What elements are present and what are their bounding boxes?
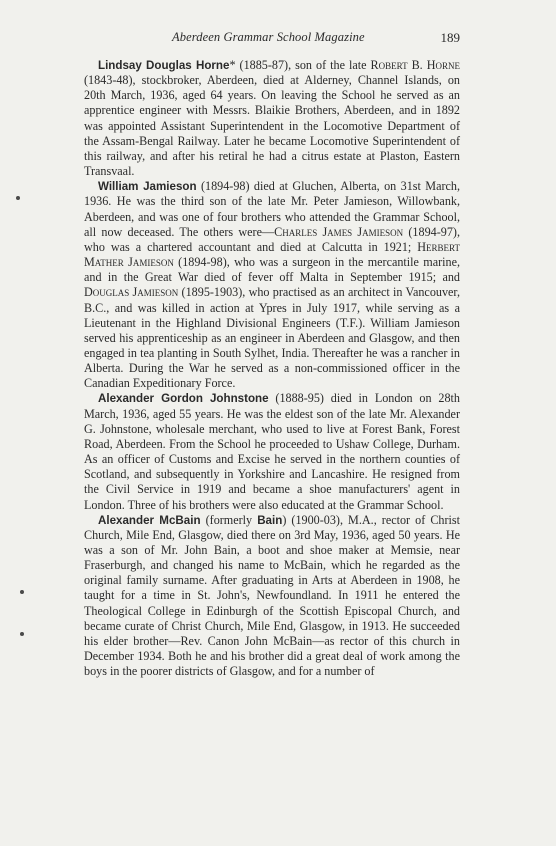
person-name-smallcaps: Robert B. Horne bbox=[370, 58, 460, 72]
entry-text: (formerly bbox=[200, 512, 258, 527]
person-name-smallcaps: Douglas Jamieson bbox=[84, 285, 179, 300]
entry-text: (1894-97), who was a chartered accountant and died at Calcutta in 1921; bbox=[84, 224, 460, 254]
obituary-entry bbox=[84, 513, 460, 680]
entry-text: (1885-87), son of the late bbox=[235, 58, 371, 72]
obituary-text bbox=[84, 58, 460, 679]
margin-mark bbox=[20, 590, 24, 594]
margin-mark bbox=[20, 632, 24, 636]
person-name: Alexander Gordon Johnstone bbox=[98, 392, 269, 406]
person-name-smallcaps: Charles James Jamieson bbox=[274, 224, 404, 239]
person-name: Lindsay Douglas Horne bbox=[98, 59, 230, 72]
margin-mark bbox=[16, 196, 20, 200]
obituary-entry bbox=[84, 179, 460, 391]
page-number: 189 bbox=[440, 30, 460, 45]
entry-text: (1888-95) died in London on 28th March, 1936, aged 55 years. He was the eldest son of the late Mr. Alexander G. Johnstone, wholesale merchant, who used to live at Forest Bank, Forest Road, Aberdeen. From the School he proceeded to Ushaw College, Durham. As an officer of Customs and Excise he served in the northern counties of Scotland, and subsequently in Yorkshire and Lancashire. He resigned from the Civil Service in 1919 and became a shoe manufacturers' agent in London. Three of his brothers were also educated at the Grammar School. bbox=[84, 391, 460, 512]
person-name-smallcaps: Herbert Mather Jamieson bbox=[84, 239, 460, 270]
person-name: Alexander McBain bbox=[98, 513, 201, 527]
entry-text: (1895-1903), who practised as an architect in Vancouver, B.C., and was killed in action at Ypres in July 1917, while serving as a Lieutenant in the Highland Divisional Engineers (T.F.). William Jamieson served his apprenticeship as an engineer in Aberdeen and Glasgow, and then engaged in tea planting in South Sylhet, India. Thereafter he was a rancher in Alberta. During the War he served as a non-commissioned officer in the Canadian Expeditionary Force. bbox=[84, 285, 461, 391]
entry-text: ) (1900-03), M.A., rector of Christ Church, Mile End, Glasgow, died there on 3rd May, 1936, aged 50 years. He was a son of Mr. John Bain, a boot and shoe maker at Memsie, near Fraserburgh, and changed his name to McBain, which he regarded as the original family surname. After graduating in Arts at Aberdeen in 1908, he taught for a time in St. John's, Newfoundland. In 1911 he entered the Theological College in Edinburgh of the Scottish Episcopal Church, and became curate of Christ Church, Mile End, Glasgow, in 1913. He succeeded his elder brother—Rev. Canon John McBain—as rector of this church in December 1934. Both he and his brother did a great deal of work among the boys in the poorer districts of Glasgow, and for a number of bbox=[84, 512, 461, 679]
running-title: Aberdeen Grammar School Magazine bbox=[172, 30, 365, 44]
footnote-asterisk: * bbox=[229, 58, 236, 72]
entry-text: (1894-98), who was a surgeon in the mercantile marine, and in the Great War died of fever off Malta in September 1915; and bbox=[84, 255, 461, 285]
obituary-entry bbox=[84, 58, 460, 179]
entry-text: (1894-98) died at Gluchen, Alberta, on 31st March, 1936. He was the third son of the late Mr. Peter Jamieson, Willowbank, Aberdeen, and was one of four brothers who attended the Grammar School, all now deceased. The others were— bbox=[84, 179, 460, 239]
entry-text: (1843-48), stockbroker, Aberdeen, died at Alderney, Channel Islands, on 20th March, 1936, aged 64 years. On leaving the School he served as an apprentice engineer with Messrs. Blaikie Brothers, Aberdeen, and in 1892 was appointed Assistant Superintendent in the Locomotive Department of the Assam-Bengal Railway. Later he became Locomotive Superintendent of this railway, and after his retiral he had a citrus estate at Plaston, Eastern Transvaal. bbox=[84, 73, 460, 179]
person-name: William Jamieson bbox=[98, 180, 197, 194]
former-surname: Bain bbox=[257, 513, 283, 527]
obituary-entry bbox=[84, 391, 460, 512]
running-header bbox=[84, 30, 460, 50]
